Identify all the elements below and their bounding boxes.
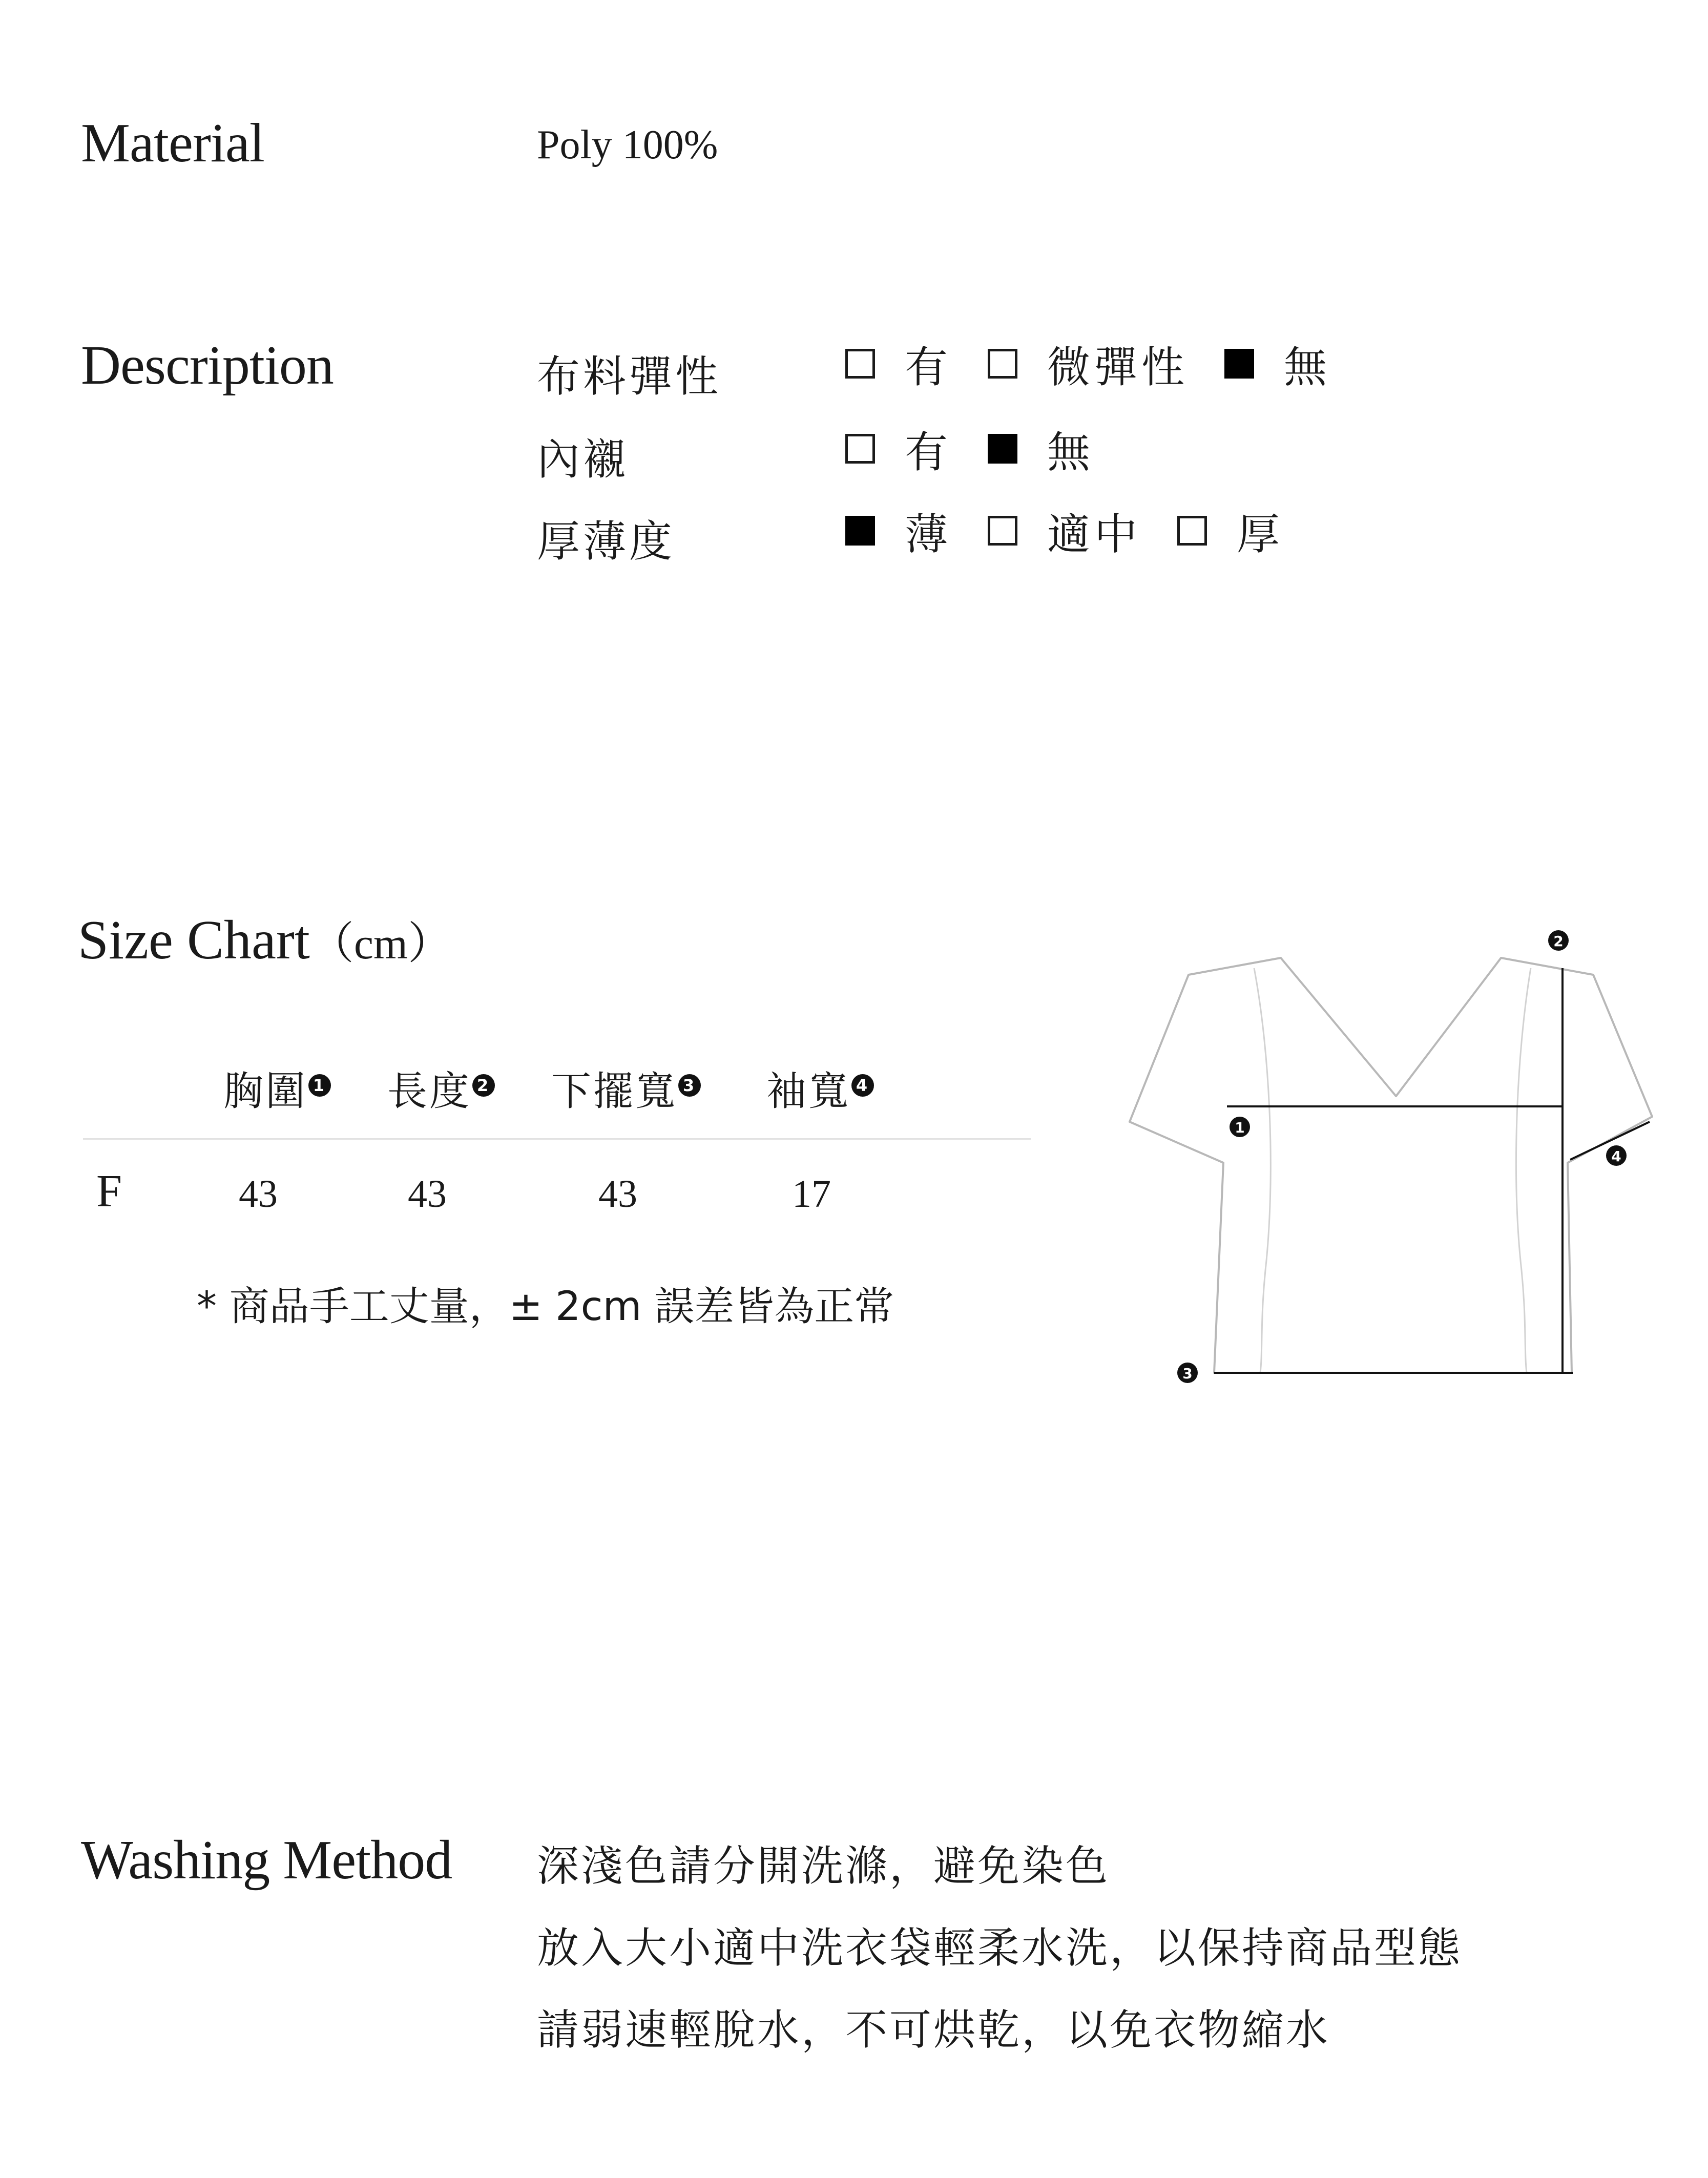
checkbox-checked (1224, 349, 1254, 379)
washing-line-1: 深淺色請分開洗滌，避免染色 (537, 1842, 1110, 1891)
size-chart-heading (78, 908, 452, 972)
tshirt-outline (1130, 958, 1652, 1373)
washing-heading: Washing Method (81, 1830, 452, 1891)
table-divider (83, 1138, 1031, 1140)
description-heading: Description (81, 335, 334, 396)
marker-4-icon: 4 (851, 1074, 874, 1097)
description-label-thickness: 厚薄度 (537, 516, 676, 567)
cell-chest: 43 (239, 1172, 278, 1216)
description-options-lining (845, 423, 1130, 477)
cell-hem: 43 (598, 1172, 637, 1216)
column-header-label: 長度 (387, 1069, 472, 1115)
washing-line-3: 請弱速輕脫水，不可烘乾，以免衣物縮水 (537, 2006, 1330, 2055)
cell-sleeve: 17 (792, 1172, 831, 1216)
column-header-label: 袖寬 (766, 1069, 851, 1115)
checkbox-checked (988, 434, 1017, 464)
column-header-hem (551, 1059, 701, 1117)
description-label-lining: 內襯 (537, 434, 630, 485)
option-label: 無 (1047, 427, 1095, 477)
column-header-label: 下擺寬 (551, 1069, 678, 1115)
checkbox-unchecked (988, 516, 1017, 546)
column-header-chest (223, 1059, 331, 1117)
column-header-label: 胸圍 (223, 1069, 308, 1115)
size-chart-title: Size Chart (78, 910, 310, 971)
checkbox-unchecked (845, 349, 875, 379)
option-label: 薄 (905, 509, 952, 559)
option-label: 有 (905, 342, 952, 392)
description-label-elasticity: 布料彈性 (537, 351, 722, 402)
checkbox-checked (845, 516, 875, 546)
option-label: 有 (905, 427, 952, 477)
cell-length: 43 (408, 1172, 447, 1216)
column-header-sleeve (766, 1059, 874, 1117)
diagram-marker-3-label: 3 (1182, 1365, 1193, 1382)
diagram-marker-2-label: 2 (1553, 933, 1564, 950)
diagram-marker-4-label: 4 (1611, 1148, 1621, 1165)
diagram-marker-1-label: 1 (1235, 1119, 1245, 1136)
option-label: 無 (1284, 342, 1331, 392)
measurement-lines (1214, 968, 1650, 1373)
description-options-elasticity (845, 338, 1367, 392)
checkbox-unchecked (988, 349, 1017, 379)
material-heading: Material (81, 113, 264, 174)
checkbox-unchecked (1177, 516, 1207, 546)
garment-diagram (1117, 912, 1706, 1404)
marker-1-icon: 1 (308, 1074, 331, 1097)
checkbox-unchecked (845, 434, 875, 464)
option-label: 微彈性 (1047, 342, 1189, 392)
diagram-markers (1177, 930, 1627, 1383)
marker-3-icon: 3 (678, 1074, 701, 1097)
description-options-thickness (845, 505, 1320, 559)
washing-line-2: 放入大小適中洗衣袋輕柔水洗，以保持商品型態 (537, 1924, 1463, 1973)
material-value: Poly 100% (537, 122, 718, 167)
row-size-label: F (96, 1166, 122, 1217)
marker-2-icon: 2 (472, 1074, 495, 1097)
column-header-length (387, 1059, 495, 1117)
measurement-note: * 商品手工丈量，± 2cm 誤差皆為正常 (197, 1284, 894, 1330)
size-chart-unit: （cm） (309, 919, 452, 968)
option-label: 適中 (1047, 509, 1142, 559)
option-label: 厚 (1237, 509, 1284, 559)
